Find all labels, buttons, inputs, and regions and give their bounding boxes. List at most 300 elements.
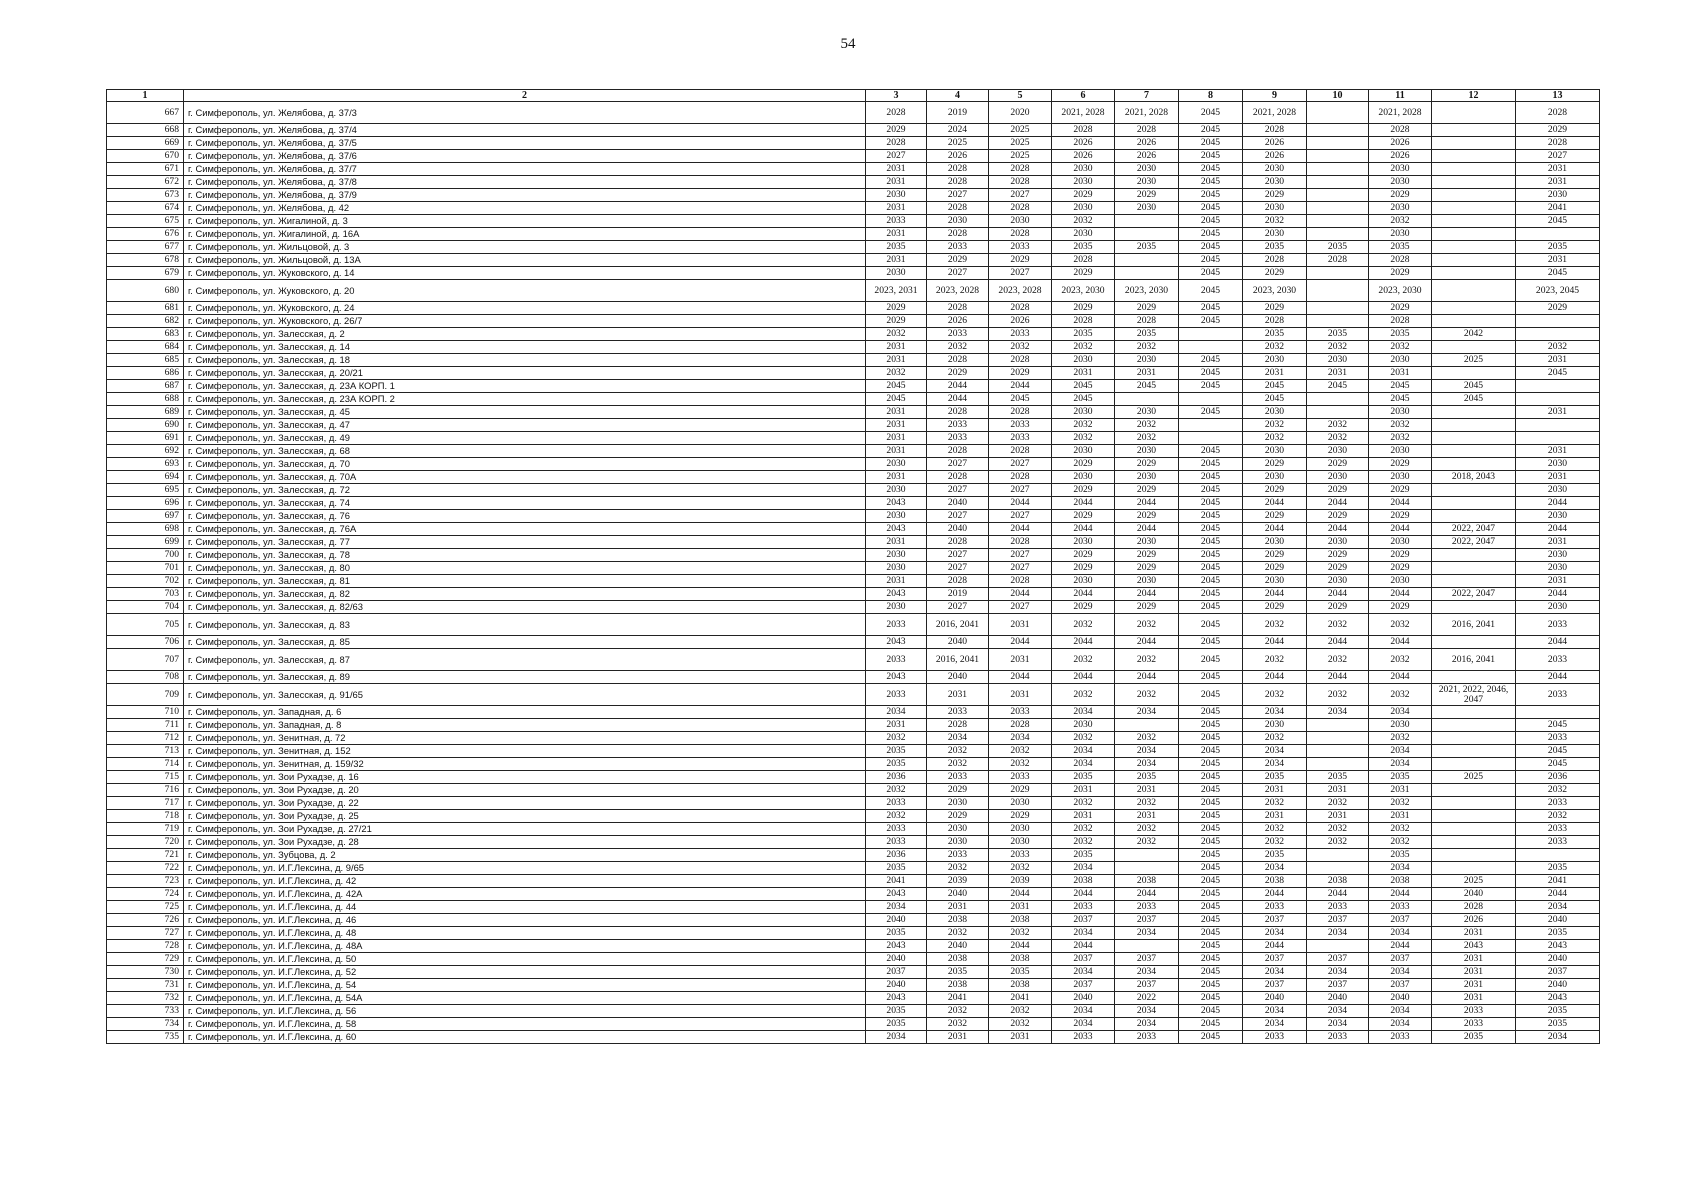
year-cell-col-3: 2023, 2031: [866, 280, 927, 302]
row-number: 690: [107, 419, 184, 432]
year-cell-col-12: [1432, 228, 1516, 241]
year-cell-col-11: 2029: [1369, 562, 1432, 575]
row-number: 733: [107, 1005, 184, 1018]
year-cell-col-13: 2041: [1516, 202, 1600, 215]
year-cell-col-4: 2027: [927, 562, 989, 575]
year-cell-col-6: 2031: [1052, 367, 1115, 380]
year-cell-col-11: 2034: [1369, 758, 1432, 771]
year-cell-col-5: 2032: [989, 927, 1052, 940]
page-number: 54: [840, 36, 856, 52]
column-header-1: 1: [107, 90, 184, 102]
year-cell-col-13: 2032: [1516, 784, 1600, 797]
table-row: [107, 163, 1600, 176]
year-cell-col-7: 2030: [1115, 536, 1179, 549]
row-number: 684: [107, 341, 184, 354]
year-cell-col-10: 2029: [1307, 549, 1369, 562]
year-cell-col-7: [1115, 228, 1179, 241]
table-row: [107, 215, 1600, 228]
year-cell-col-9: 2035: [1243, 241, 1307, 254]
year-cell-col-6: 2030: [1052, 202, 1115, 215]
year-cell-col-12: 2031: [1432, 979, 1516, 992]
year-cell-col-5: 2044: [989, 523, 1052, 536]
year-cell-col-13: 2034: [1516, 1031, 1600, 1044]
year-cell-col-7: 2037: [1115, 914, 1179, 927]
year-cell-col-8: 2045: [1179, 254, 1243, 267]
address-cell: г. Симферополь, ул. Зои Рухадзе, д. 28: [184, 836, 866, 849]
table-row: [107, 137, 1600, 150]
year-cell-col-4: 2032: [927, 341, 989, 354]
address-cell: г. Симферополь, ул. И.Г.Лексина, д. 54А: [184, 992, 866, 1005]
year-cell-col-8: 2045: [1179, 979, 1243, 992]
column-header-8: 8: [1179, 90, 1243, 102]
year-cell-col-9: 2045: [1243, 393, 1307, 406]
year-cell-col-3: 2030: [866, 562, 927, 575]
year-cell-col-6: 2034: [1052, 927, 1115, 940]
year-cell-col-5: 2030: [989, 836, 1052, 849]
row-number: 709: [107, 684, 184, 706]
year-cell-col-9: 2030: [1243, 202, 1307, 215]
year-cell-col-3: 2031: [866, 445, 927, 458]
row-number: 707: [107, 649, 184, 671]
year-cell-col-5: 2032: [989, 745, 1052, 758]
year-cell-col-3: 2035: [866, 1005, 927, 1018]
year-cell-col-13: 2033: [1516, 797, 1600, 810]
address-cell: г. Симферополь, ул. Залесская, д. 76А: [184, 523, 866, 536]
year-cell-col-4: 2030: [927, 215, 989, 228]
year-cell-col-9: 2028: [1243, 254, 1307, 267]
year-cell-col-12: [1432, 137, 1516, 150]
year-cell-col-6: 2030: [1052, 176, 1115, 189]
row-number: 714: [107, 758, 184, 771]
year-cell-col-6: 2030: [1052, 163, 1115, 176]
year-cell-col-12: 2042: [1432, 328, 1516, 341]
year-cell-col-10: [1307, 315, 1369, 328]
year-cell-col-5: 2027: [989, 484, 1052, 497]
year-cell-col-5: 2038: [989, 979, 1052, 992]
address-cell: г. Симферополь, ул. И.Г.Лексина, д. 56: [184, 1005, 866, 1018]
year-cell-col-9: 2028: [1243, 315, 1307, 328]
year-cell-col-3: 2033: [866, 614, 927, 636]
year-cell-col-4: 2028: [927, 302, 989, 315]
year-cell-col-4: 2024: [927, 124, 989, 137]
year-cell-col-10: 2033: [1307, 1031, 1369, 1044]
year-cell-col-4: 2033: [927, 419, 989, 432]
year-cell-col-13: 2030: [1516, 562, 1600, 575]
row-number: 686: [107, 367, 184, 380]
year-cell-col-9: 2030: [1243, 719, 1307, 732]
year-cell-col-10: [1307, 102, 1369, 124]
year-cell-col-13: 2030: [1516, 189, 1600, 202]
table-row: [107, 849, 1600, 862]
address-cell: г. Симферополь, ул. Залесская, д. 70: [184, 458, 866, 471]
year-cell-col-12: [1432, 706, 1516, 719]
year-cell-col-3: 2035: [866, 758, 927, 771]
year-cell-col-10: 2037: [1307, 914, 1369, 927]
year-cell-col-4: 2033: [927, 328, 989, 341]
year-cell-col-11: 2044: [1369, 497, 1432, 510]
year-cell-col-13: 2040: [1516, 979, 1600, 992]
address-cell: г. Симферополь, ул. Жуковского, д. 26/7: [184, 315, 866, 328]
year-cell-col-8: 2045: [1179, 189, 1243, 202]
year-cell-col-12: [1432, 497, 1516, 510]
year-cell-col-4: 2040: [927, 523, 989, 536]
year-cell-col-11: 2032: [1369, 797, 1432, 810]
year-cell-col-13: 2044: [1516, 588, 1600, 601]
year-cell-col-6: 2044: [1052, 888, 1115, 901]
year-cell-col-11: 2037: [1369, 979, 1432, 992]
year-cell-col-7: 2044: [1115, 636, 1179, 649]
year-cell-col-3: 2030: [866, 484, 927, 497]
year-cell-col-11: 2034: [1369, 1018, 1432, 1031]
year-cell-col-6: 2038: [1052, 875, 1115, 888]
year-cell-col-9: 2032: [1243, 649, 1307, 671]
year-cell-col-6: 2034: [1052, 758, 1115, 771]
year-cell-col-7: 2034: [1115, 927, 1179, 940]
year-cell-col-6: 2029: [1052, 549, 1115, 562]
row-number: 708: [107, 671, 184, 684]
year-cell-col-9: 2021, 2028: [1243, 102, 1307, 124]
year-cell-col-13: [1516, 380, 1600, 393]
year-cell-col-9: 2034: [1243, 706, 1307, 719]
year-cell-col-11: 2032: [1369, 823, 1432, 836]
table-row: [107, 614, 1600, 636]
year-cell-col-5: 2030: [989, 215, 1052, 228]
year-cell-col-7: 2035: [1115, 771, 1179, 784]
year-cell-col-6: 2029: [1052, 267, 1115, 280]
year-cell-col-4: 2033: [927, 241, 989, 254]
year-cell-col-7: 2028: [1115, 315, 1179, 328]
table-row: [107, 1005, 1600, 1018]
year-cell-col-12: 2028: [1432, 901, 1516, 914]
year-cell-col-4: 2040: [927, 497, 989, 510]
address-cell: г. Симферополь, ул. Залесская, д. 82/63: [184, 601, 866, 614]
year-cell-col-11: 2028: [1369, 254, 1432, 267]
table-row: [107, 888, 1600, 901]
year-cell-col-6: 2031: [1052, 810, 1115, 823]
year-cell-col-9: 2029: [1243, 549, 1307, 562]
row-number: 667: [107, 102, 184, 124]
table-row: [107, 302, 1600, 315]
year-cell-col-11: 2034: [1369, 966, 1432, 979]
year-cell-col-8: 2045: [1179, 901, 1243, 914]
year-cell-col-11: 2023, 2030: [1369, 280, 1432, 302]
year-cell-col-10: 2030: [1307, 445, 1369, 458]
year-cell-col-12: [1432, 758, 1516, 771]
year-cell-col-8: 2045: [1179, 614, 1243, 636]
year-cell-col-10: 2035: [1307, 241, 1369, 254]
address-cell: г. Симферополь, ул. И.Г.Лексина, д. 50: [184, 953, 866, 966]
year-cell-col-6: 2044: [1052, 497, 1115, 510]
address-cell: г. Симферополь, ул. Залесская, д. 81: [184, 575, 866, 588]
year-cell-col-13: 2027: [1516, 150, 1600, 163]
column-header-3: 3: [866, 90, 927, 102]
year-cell-col-12: 2025: [1432, 875, 1516, 888]
year-cell-col-5: 2044: [989, 497, 1052, 510]
year-cell-col-3: 2030: [866, 267, 927, 280]
table-row: [107, 649, 1600, 671]
year-cell-col-8: 2045: [1179, 706, 1243, 719]
year-cell-col-13: 2033: [1516, 614, 1600, 636]
year-cell-col-13: 2045: [1516, 215, 1600, 228]
table-row: [107, 940, 1600, 953]
year-cell-col-9: 2029: [1243, 267, 1307, 280]
year-cell-col-13: 2043: [1516, 992, 1600, 1005]
year-cell-col-9: 2034: [1243, 927, 1307, 940]
address-cell: г. Симферополь, ул. Залесская, д. 87: [184, 649, 866, 671]
year-cell-col-13: 2035: [1516, 1018, 1600, 1031]
year-cell-col-4: 2016, 2041: [927, 614, 989, 636]
year-cell-col-11: 2029: [1369, 510, 1432, 523]
year-cell-col-4: 2026: [927, 150, 989, 163]
year-cell-col-4: 2030: [927, 797, 989, 810]
year-cell-col-9: 2037: [1243, 953, 1307, 966]
year-cell-col-10: [1307, 758, 1369, 771]
header-row: [107, 90, 1600, 102]
year-cell-col-10: 2030: [1307, 536, 1369, 549]
year-cell-col-12: 2016, 2041: [1432, 649, 1516, 671]
year-cell-col-8: 2045: [1179, 601, 1243, 614]
table-row: [107, 732, 1600, 745]
year-cell-col-7: 2029: [1115, 302, 1179, 315]
year-cell-col-5: 2044: [989, 888, 1052, 901]
year-cell-col-13: 2033: [1516, 823, 1600, 836]
column-header-12: 12: [1432, 90, 1516, 102]
year-cell-col-5: 2027: [989, 189, 1052, 202]
table-row: [107, 836, 1600, 849]
year-cell-col-8: [1179, 328, 1243, 341]
year-cell-col-5: 2029: [989, 367, 1052, 380]
year-cell-col-13: 2045: [1516, 745, 1600, 758]
year-cell-col-4: 2028: [927, 354, 989, 367]
year-cell-col-7: 2034: [1115, 758, 1179, 771]
year-cell-col-10: 2031: [1307, 784, 1369, 797]
year-cell-col-9: 2030: [1243, 228, 1307, 241]
year-cell-col-8: 2045: [1179, 137, 1243, 150]
year-cell-col-8: 2045: [1179, 953, 1243, 966]
address-cell: г. Симферополь, ул. Зенитная, д. 152: [184, 745, 866, 758]
year-cell-col-11: 2030: [1369, 176, 1432, 189]
year-cell-col-6: 2033: [1052, 901, 1115, 914]
table-row: [107, 575, 1600, 588]
year-cell-col-4: 2031: [927, 901, 989, 914]
year-cell-col-3: 2045: [866, 380, 927, 393]
year-cell-col-3: 2029: [866, 315, 927, 328]
year-cell-col-4: 2038: [927, 979, 989, 992]
year-cell-col-3: 2031: [866, 719, 927, 732]
year-cell-col-5: 2031: [989, 684, 1052, 706]
year-cell-col-6: 2030: [1052, 471, 1115, 484]
year-cell-col-6: 2035: [1052, 849, 1115, 862]
year-cell-col-5: 2033: [989, 706, 1052, 719]
year-cell-col-6: 2032: [1052, 649, 1115, 671]
year-cell-col-11: 2032: [1369, 419, 1432, 432]
address-cell: г. Симферополь, ул. Жильцовой, д. 3: [184, 241, 866, 254]
year-cell-col-10: 2031: [1307, 367, 1369, 380]
year-cell-col-13: 2032: [1516, 341, 1600, 354]
year-cell-col-7: 2038: [1115, 875, 1179, 888]
address-cell: г. Симферополь, ул. Залесская, д. 49: [184, 432, 866, 445]
address-cell: г. Симферополь, ул. И.Г.Лексина, д. 42: [184, 875, 866, 888]
year-cell-col-7: 2032: [1115, 614, 1179, 636]
year-cell-col-13: 2033: [1516, 649, 1600, 671]
address-cell: г. Симферополь, ул. Залесская, д. 82: [184, 588, 866, 601]
year-cell-col-5: 2031: [989, 901, 1052, 914]
table-row: [107, 484, 1600, 497]
year-cell-col-12: 2033: [1432, 1018, 1516, 1031]
address-cell: г. Симферополь, ул. Залесская, д. 89: [184, 671, 866, 684]
year-cell-col-6: 2037: [1052, 979, 1115, 992]
year-cell-col-6: 2037: [1052, 914, 1115, 927]
year-cell-col-7: 2032: [1115, 684, 1179, 706]
year-cell-col-12: 2021, 2022, 2046, 2047: [1432, 684, 1516, 706]
address-cell: г. Симферополь, ул. И.Г.Лексина, д. 42А: [184, 888, 866, 901]
year-cell-col-12: [1432, 601, 1516, 614]
table-row: [107, 380, 1600, 393]
year-cell-col-12: [1432, 862, 1516, 875]
address-cell: г. Симферополь, ул. Жуковского, д. 14: [184, 267, 866, 280]
year-cell-col-7: 2032: [1115, 341, 1179, 354]
year-cell-col-4: 2030: [927, 823, 989, 836]
year-cell-col-10: 2034: [1307, 706, 1369, 719]
column-header-9: 9: [1243, 90, 1307, 102]
row-number: 681: [107, 302, 184, 315]
year-cell-col-5: 2032: [989, 341, 1052, 354]
year-cell-col-7: [1115, 862, 1179, 875]
year-cell-col-11: 2031: [1369, 810, 1432, 823]
year-cell-col-10: [1307, 189, 1369, 202]
year-cell-col-7: [1115, 215, 1179, 228]
year-cell-col-9: 2034: [1243, 966, 1307, 979]
year-cell-col-10: [1307, 862, 1369, 875]
year-cell-col-3: 2043: [866, 888, 927, 901]
year-cell-col-4: 2028: [927, 575, 989, 588]
year-cell-col-13: 2040: [1516, 953, 1600, 966]
year-cell-col-11: 2030: [1369, 228, 1432, 241]
year-cell-col-9: 2030: [1243, 354, 1307, 367]
year-cell-col-9: 2030: [1243, 536, 1307, 549]
year-cell-col-10: 2040: [1307, 992, 1369, 1005]
year-cell-col-10: 2044: [1307, 523, 1369, 536]
row-number: 724: [107, 888, 184, 901]
row-number: 676: [107, 228, 184, 241]
table-row: [107, 228, 1600, 241]
year-cell-col-12: [1432, 102, 1516, 124]
table-row: [107, 406, 1600, 419]
address-cell: г. Симферополь, ул. Западная, д. 6: [184, 706, 866, 719]
year-cell-col-8: 2045: [1179, 875, 1243, 888]
year-cell-col-3: 2037: [866, 966, 927, 979]
year-cell-col-9: 2030: [1243, 176, 1307, 189]
address-cell: г. Симферополь, ул. Зубцова, д. 2: [184, 849, 866, 862]
year-cell-col-4: 2034: [927, 732, 989, 745]
year-cell-col-10: 2037: [1307, 953, 1369, 966]
year-cell-col-12: [1432, 267, 1516, 280]
year-cell-col-13: 2029: [1516, 302, 1600, 315]
year-cell-col-12: 2043: [1432, 940, 1516, 953]
address-cell: г. Симферополь, ул. И.Г.Лексина, д. 60: [184, 1031, 866, 1044]
year-cell-col-9: 2035: [1243, 849, 1307, 862]
year-cell-col-13: 2037: [1516, 966, 1600, 979]
year-cell-col-10: 2044: [1307, 588, 1369, 601]
year-cell-col-5: 2028: [989, 719, 1052, 732]
year-cell-col-3: 2030: [866, 601, 927, 614]
address-cell: г. Симферополь, ул. Залесская, д. 45: [184, 406, 866, 419]
year-cell-col-6: 2030: [1052, 228, 1115, 241]
year-cell-col-13: 2033: [1516, 684, 1600, 706]
year-cell-col-12: 2035: [1432, 1031, 1516, 1044]
year-cell-col-11: 2034: [1369, 706, 1432, 719]
address-cell: г. Симферополь, ул. Залесская, д. 70А: [184, 471, 866, 484]
row-number: 712: [107, 732, 184, 745]
year-cell-col-11: 2030: [1369, 719, 1432, 732]
year-cell-col-11: 2029: [1369, 302, 1432, 315]
year-cell-col-13: 2032: [1516, 810, 1600, 823]
year-cell-col-8: 2045: [1179, 927, 1243, 940]
year-cell-col-7: 2033: [1115, 1031, 1179, 1044]
year-cell-col-6: 2035: [1052, 771, 1115, 784]
year-cell-col-3: 2043: [866, 671, 927, 684]
year-cell-col-10: 2029: [1307, 601, 1369, 614]
year-cell-col-3: 2031: [866, 176, 927, 189]
year-cell-col-12: [1432, 849, 1516, 862]
year-cell-col-5: 2039: [989, 875, 1052, 888]
address-cell: г. Симферополь, ул. Желябова, д. 37/3: [184, 102, 866, 124]
year-cell-col-6: 2032: [1052, 797, 1115, 810]
year-cell-col-13: 2029: [1516, 124, 1600, 137]
year-cell-col-12: 2022, 2047: [1432, 536, 1516, 549]
table-row: [107, 810, 1600, 823]
year-cell-col-6: 2029: [1052, 562, 1115, 575]
table-row: [107, 1031, 1600, 1044]
table-row: [107, 315, 1600, 328]
year-cell-col-8: 2045: [1179, 719, 1243, 732]
year-cell-col-3: 2031: [866, 471, 927, 484]
table-row: [107, 979, 1600, 992]
year-cell-col-9: 2030: [1243, 575, 1307, 588]
row-number: 671: [107, 163, 184, 176]
year-cell-col-6: 2030: [1052, 406, 1115, 419]
address-cell: г. Симферополь, ул. Жигалиной, д. 3: [184, 215, 866, 228]
year-cell-col-12: [1432, 732, 1516, 745]
year-cell-col-11: 2030: [1369, 163, 1432, 176]
table-row: [107, 267, 1600, 280]
year-cell-col-8: 2045: [1179, 810, 1243, 823]
year-cell-col-7: 2029: [1115, 484, 1179, 497]
year-cell-col-7: 2022: [1115, 992, 1179, 1005]
address-cell: г. Симферополь, ул. Залесская, д. 72: [184, 484, 866, 497]
row-number: 680: [107, 280, 184, 302]
year-cell-col-5: 2044: [989, 588, 1052, 601]
year-cell-col-9: 2023, 2030: [1243, 280, 1307, 302]
year-cell-col-12: [1432, 406, 1516, 419]
year-cell-col-10: [1307, 124, 1369, 137]
address-cell: г. Симферополь, ул. Западная, д. 8: [184, 719, 866, 732]
year-cell-col-9: 2029: [1243, 562, 1307, 575]
row-number: 706: [107, 636, 184, 649]
year-cell-col-4: 2027: [927, 510, 989, 523]
year-cell-col-10: [1307, 202, 1369, 215]
year-cell-col-12: 2040: [1432, 888, 1516, 901]
year-cell-col-6: 2034: [1052, 862, 1115, 875]
year-cell-col-7: 2029: [1115, 562, 1179, 575]
year-cell-col-7: 2031: [1115, 367, 1179, 380]
row-number: 698: [107, 523, 184, 536]
year-cell-col-13: [1516, 393, 1600, 406]
year-cell-col-7: 2031: [1115, 810, 1179, 823]
year-cell-col-5: 2027: [989, 601, 1052, 614]
year-cell-col-13: 2031: [1516, 163, 1600, 176]
table-row: [107, 280, 1600, 302]
